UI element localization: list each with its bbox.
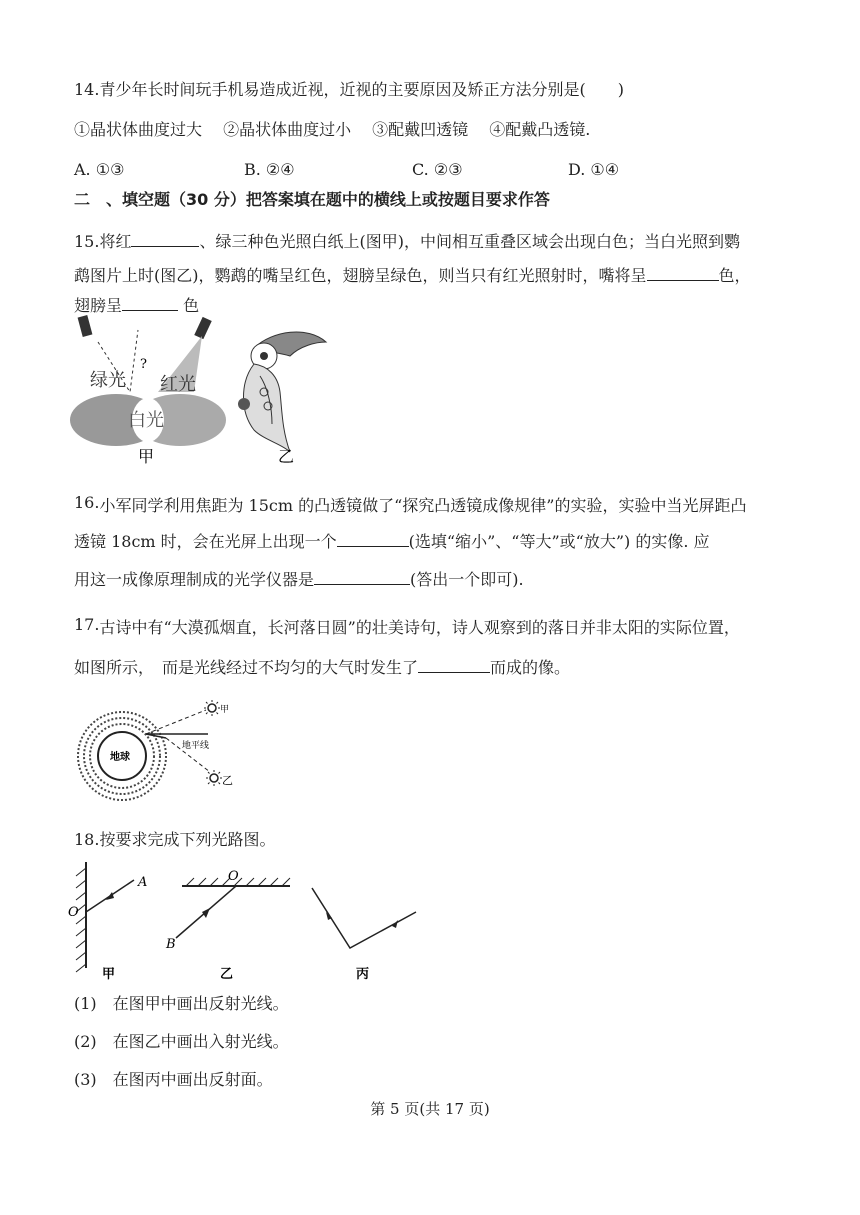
q17-line2 xyxy=(74,658,570,678)
q15-blank-3[interactable] xyxy=(122,296,178,311)
q18-sub3: (3) 在图丙中画出反射面。 xyxy=(74,1070,273,1089)
sun-icon xyxy=(206,770,222,786)
q15-text: 色 xyxy=(178,296,200,315)
q15-blank-1[interactable] xyxy=(131,232,199,247)
label-a: A xyxy=(138,875,148,890)
red-light-label: 红光 xyxy=(160,374,196,395)
red-lamp-icon xyxy=(194,317,212,339)
q14-option-a: A. ①③ xyxy=(74,160,125,179)
q17-text: 如图所示， 而是光线经过不均匀的大气时发生了 xyxy=(74,658,419,677)
q17-number: 17. xyxy=(74,615,100,634)
figure-caption-jia: 甲 xyxy=(138,447,155,466)
q15-line2 xyxy=(74,266,751,286)
q17-line1 xyxy=(74,615,740,638)
page-footer: 第 5 页(共 17 页) xyxy=(370,1100,490,1118)
q18-figure xyxy=(64,856,424,984)
q15-text: 色， xyxy=(718,266,751,285)
arrow-icon xyxy=(106,892,114,900)
green-lamp-icon xyxy=(78,315,93,337)
q16-line1 xyxy=(74,493,747,516)
figure-caption-yi: 乙 xyxy=(278,447,295,466)
q15-blank-2[interactable] xyxy=(647,266,719,281)
q14-option-b: B. ②④ xyxy=(244,160,295,179)
q16-text: 用这一成像原理制成的光学仪器是 xyxy=(74,570,315,589)
sun-icon xyxy=(204,700,220,716)
parrot-illustration xyxy=(238,332,326,452)
q16-blank-1[interactable] xyxy=(337,532,409,547)
label-o-jia: O xyxy=(68,905,79,920)
q17-figure xyxy=(76,692,256,804)
q16-blank-2[interactable] xyxy=(314,570,410,585)
q14-option-c: C. ②③ xyxy=(412,160,463,179)
q16-line2 xyxy=(74,532,710,552)
q18-sub1: (1) 在图甲中画出反射光线。 xyxy=(74,994,289,1013)
q17-blank[interactable] xyxy=(418,658,490,673)
q15-text: 翅膀呈 xyxy=(74,296,123,315)
q16-line3 xyxy=(74,570,524,590)
q14-option-d: D. ①④ xyxy=(568,160,620,179)
sun-b-label: 乙 xyxy=(222,774,233,787)
horizon-label: 地平线 xyxy=(182,741,210,751)
q16-text: 小军同学利用焦距为 15cm 的凸透镜做了“探究凸透镜成像规律”的实验，实验中当光屏距凸 xyxy=(99,496,747,515)
q18-sub2: (2) 在图乙中画出入射光线。 xyxy=(74,1032,289,1051)
arrow-icon xyxy=(202,908,210,918)
question-mark: ? xyxy=(140,357,147,372)
apparent-ray xyxy=(146,710,206,734)
label-b: B xyxy=(166,937,176,952)
q16-text: 透镜 18cm 时，会在光屏上出现一个 xyxy=(74,532,337,551)
q15-text: 鹉图片上时(图乙)，鹦鹉的嘴呈红色，翅膀呈绿色，则当只有红光照射时，嘴将呈 xyxy=(74,266,647,285)
q18-stem: 18.按要求完成下列光路图。 xyxy=(74,830,276,849)
q17-text: 古诗中有“大漠孤烟直，长河落日圆”的壮美诗句，诗人观察到的落日并非太阳的实际位置， xyxy=(99,618,740,637)
green-light-label: 绿光 xyxy=(90,370,126,391)
caption-jia: 甲 xyxy=(102,967,116,982)
q15-text: 15.将红 xyxy=(74,232,132,251)
q14-stem: 14.青少年长时间玩手机易造成近视，近视的主要原因及矫正方法分别是( ) xyxy=(74,80,624,99)
q15-figure xyxy=(68,312,338,470)
section-heading: 二 、填空题（30 分）把答案填在题中的横线上或按题目要求作答 xyxy=(74,190,550,209)
q15-text: 、绿三种色光照白纸上(图甲)，中间相互重叠区域会出现白色；当白光照到鹦 xyxy=(199,232,740,251)
white-light-label: 白光 xyxy=(128,410,164,431)
earth-label: 地球 xyxy=(110,752,130,763)
q16-text: (选填“缩小”、“等大”或“放大”) 的实像. 应 xyxy=(408,532,710,551)
q14-statements: ①晶状体曲度过大 ②晶状体曲度过小 ③配戴凹透镜 ④配戴凸透镜. xyxy=(74,120,591,139)
caption-bing: 丙 xyxy=(356,967,370,982)
q16-text: (答出一个即可). xyxy=(410,570,524,589)
caption-yi: 乙 xyxy=(220,967,234,982)
label-o-yi: O xyxy=(228,869,239,884)
q16-number: 16. xyxy=(74,493,100,512)
sun-a-label: 甲 xyxy=(220,705,230,715)
q17-text: 而成的像。 xyxy=(490,658,571,677)
q15-line1 xyxy=(74,232,740,252)
